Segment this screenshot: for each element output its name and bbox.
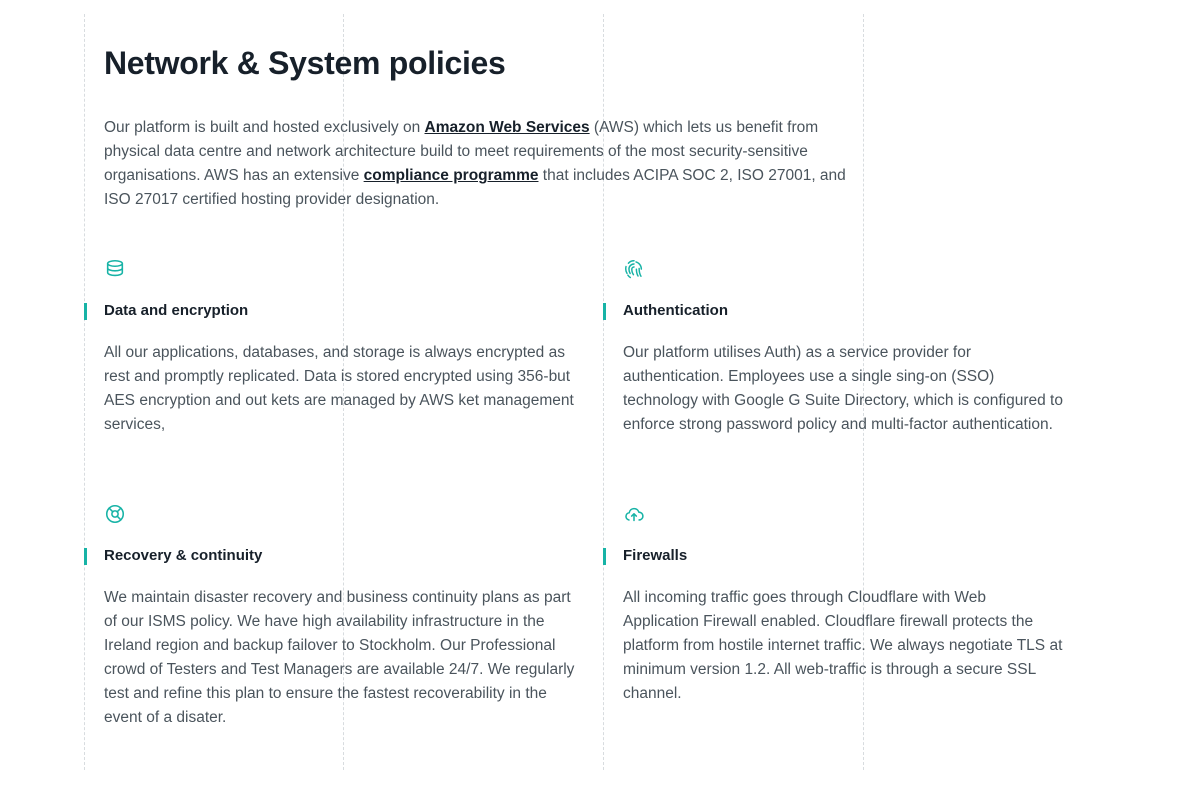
policy-card-title: Recovery & continuity	[104, 546, 263, 564]
policy-card-header	[104, 302, 583, 319]
database-icon	[104, 254, 583, 284]
policy-card-title: Firewalls	[623, 546, 688, 564]
accent-bar	[84, 548, 87, 565]
policy-card-title: Authentication	[623, 302, 728, 320]
policy-card-title: Data and encryption	[104, 302, 249, 320]
page-title: Network & System policies	[104, 45, 506, 81]
intro-text-mid: (AWS) which lets us benefit from physical data centre and network architecture build to meet requirements of the most security-sensitive organisations. AWS has an extensive	[104, 119, 819, 185]
intro-paragraph	[104, 116, 849, 212]
policy-card-body: We maintain disaster recovery and business continuity plans as part of our ISMS policy. We have high availability infrastructure in the Ireland region and backup failover to Stockholm. Our Professional crowd of Testers and Test Managers are available 24/7. We regularly test and refine this plan to ensure the fastest recoverability in the event of a disater.	[104, 588, 575, 726]
accent-bar	[603, 303, 606, 320]
policy-card-header	[104, 547, 583, 564]
policy-card-firewalls	[623, 499, 1104, 746]
policy-card-header	[623, 547, 1064, 564]
policy-card-body: All our applications, databases, and storage is always encrypted as rest and promptly replicated. Data is stored encrypted using 356-but AES encryption and out kets are managed by AWS ket management services,	[104, 344, 574, 434]
policy-card-grid	[104, 254, 1124, 745]
page-content	[84, 14, 1124, 745]
accent-bar	[84, 303, 87, 320]
lifebuoy-icon	[104, 499, 583, 529]
aws-link[interactable]: Amazon Web Services	[424, 119, 590, 137]
policy-card-authentication	[623, 254, 1104, 453]
policy-card-header	[623, 302, 1064, 319]
policy-card-body: Our platform utilises Auth) as a service provider for authentication. Employees use a single sing-on (SSO) technology with Google G Suite Directory, which is configured to enforce strong password policy and multi-factor authentication.	[623, 344, 1063, 434]
compliance-programme-link[interactable]: compliance programme	[363, 167, 539, 185]
intro-text-post: that includes ACIPA SOC 2, ISO 27001, and ISO 27017 certified hosting provider designation.	[104, 167, 846, 209]
policy-card-recovery-continuity	[104, 499, 623, 746]
accent-bar	[603, 548, 606, 565]
policy-card-data-and-encryption	[104, 254, 623, 453]
intro-text-pre: Our platform is built and hosted exclusively on	[104, 119, 425, 137]
fingerprint-icon	[623, 254, 1064, 284]
policy-card-body: All incoming traffic goes through Cloudflare with Web Application Firewall enabled. Cloudflare firewall protects the platform from hostile internet traffic. We always negotiate TLS at minimum version 1.2. All web-traffic is through a secure SSL channel.	[623, 588, 1063, 702]
cloud-upload-icon	[623, 499, 1064, 529]
